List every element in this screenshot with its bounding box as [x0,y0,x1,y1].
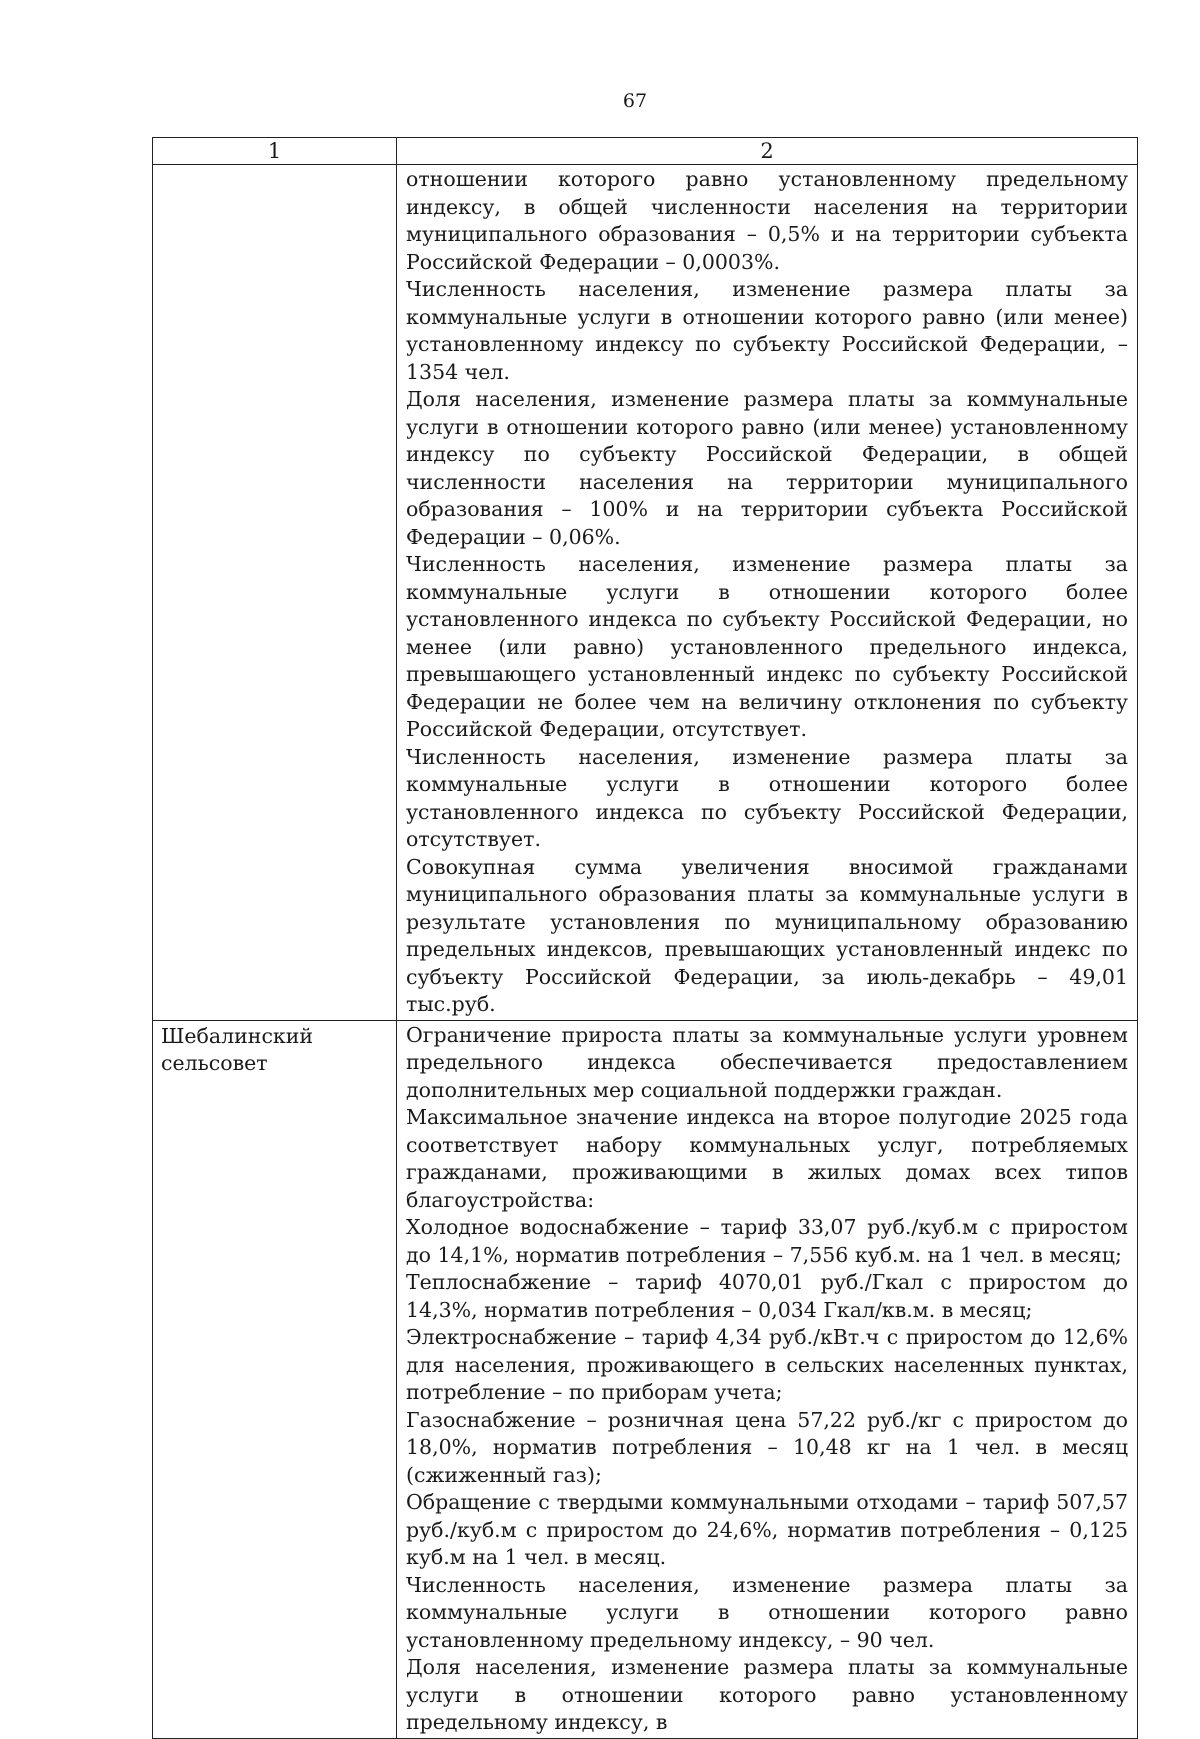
paragraph: Обращение с твердыми коммунальными отходами – тариф 507,57 руб./куб.м с приростом до 24,6%, норматив потребления – 0,125 куб.м на 1 чел. в месяц. [406,1490,1128,1569]
paragraph: Численность населения, изменение размера платы за коммунальные услуги в отношении которого более установленного индекса по субъекту Российской Федерации, отсутствует. [406,744,1128,851]
municipality-name-line: сельсовет [161,1051,268,1075]
paragraph: Холодное водоснабжение – тариф 33,07 руб./куб.м с приростом до 14,1%, норматив потребления – 7,556 куб.м. на 1 чел. в месяц; [406,1215,1128,1267]
column-header-2: 2 [397,138,1138,165]
paragraph: Максимальное значение индекса на второе полугодие 2025 года соответствует набору коммунальных услуг, потребляемых гражданами, проживающими в жилых домах всех типов благоустройства: [406,1105,1128,1212]
paragraph: Доля населения, изменение размера платы за коммунальные услуги в отношении которого равно (или менее) установленному индексу по субъекту Российской Федерации, в общей численности населения на территории муниципального образования – 100% и на территории субъекта Российской Федерации – 0,06%. [406,387,1128,549]
paragraph: отношении которого равно установленному предельному индексу, в общей численности населения на территории муниципального образования – 0,5% и на территории субъекта Российской Федерации – 0,0003%. [406,167,1128,274]
municipality-name-cell [153,1020,397,1738]
page-number: 67 [622,90,648,112]
paragraph: Численность населения, изменение размера платы за коммунальные услуги в отношении которого более установленного индекса по субъекту Российской Федерации, но менее (или равно) установленного предельного индекса, превышающего установленный индекс по субъекту Российской Федерации не более чем на величину отклонения по субъекту Российской Федерации, отсутствует. [406,552,1128,741]
document-table [152,137,1138,1739]
column-header-1: 1 [153,138,397,165]
table-row [153,165,1138,1021]
paragraph: Электроснабжение – тариф 4,34 руб./кВт.ч с приростом до 12,6% для населения, проживающего в сельских населенных пунктах, потребление – по приборам учета; [406,1325,1128,1404]
table-row [153,1020,1138,1738]
table-header-row [153,138,1138,165]
description-cell [397,165,1138,1021]
paragraph: Теплоснабжение – тариф 4070,01 руб./Гкал с приростом до 14,3%, норматив потребления – 0,034 Гкал/кв.м. в месяц; [406,1270,1128,1322]
description-cell [397,1020,1138,1738]
paragraph: Совокупная сумма увеличения вносимой гражданами муниципального образования платы за коммунальные услуги в результате установления по муниципальному образованию предельных индексов, превышающих установленный индекс по субъекту Российской Федерации, за июль-декабрь – 49,01 тыс.руб. [406,854,1128,1016]
paragraph: Газоснабжение – розничная цена 57,22 руб./кг с приростом до 18,0%, норматив потребления – 10,48 кг на 1 чел. в месяц (сжиженный газ); [406,1407,1128,1487]
paragraph: Численность населения, изменение размера платы за коммунальные услуги в отношении которого равно установленному предельному индексу, – 90 чел. [406,1572,1128,1652]
paragraph: Доля населения, изменение размера платы за коммунальные услуги в отношении которого равно установленному предельному индексу, в [406,1655,1128,1734]
municipality-name-line: Шебалинский [161,1023,314,1048]
paragraph: Ограничение прироста платы за коммунальные услуги уровнем предельного индекса обеспечивается предоставлением дополнительных мер социальной поддержки граждан. [406,1022,1128,1102]
paragraph: Численность населения, изменение размера платы за коммунальные услуги в отношении которого равно (или менее) установленному индексу по субъекту Российской Федерации, – 1354 чел. [406,277,1128,384]
municipality-name-cell [153,165,397,1021]
